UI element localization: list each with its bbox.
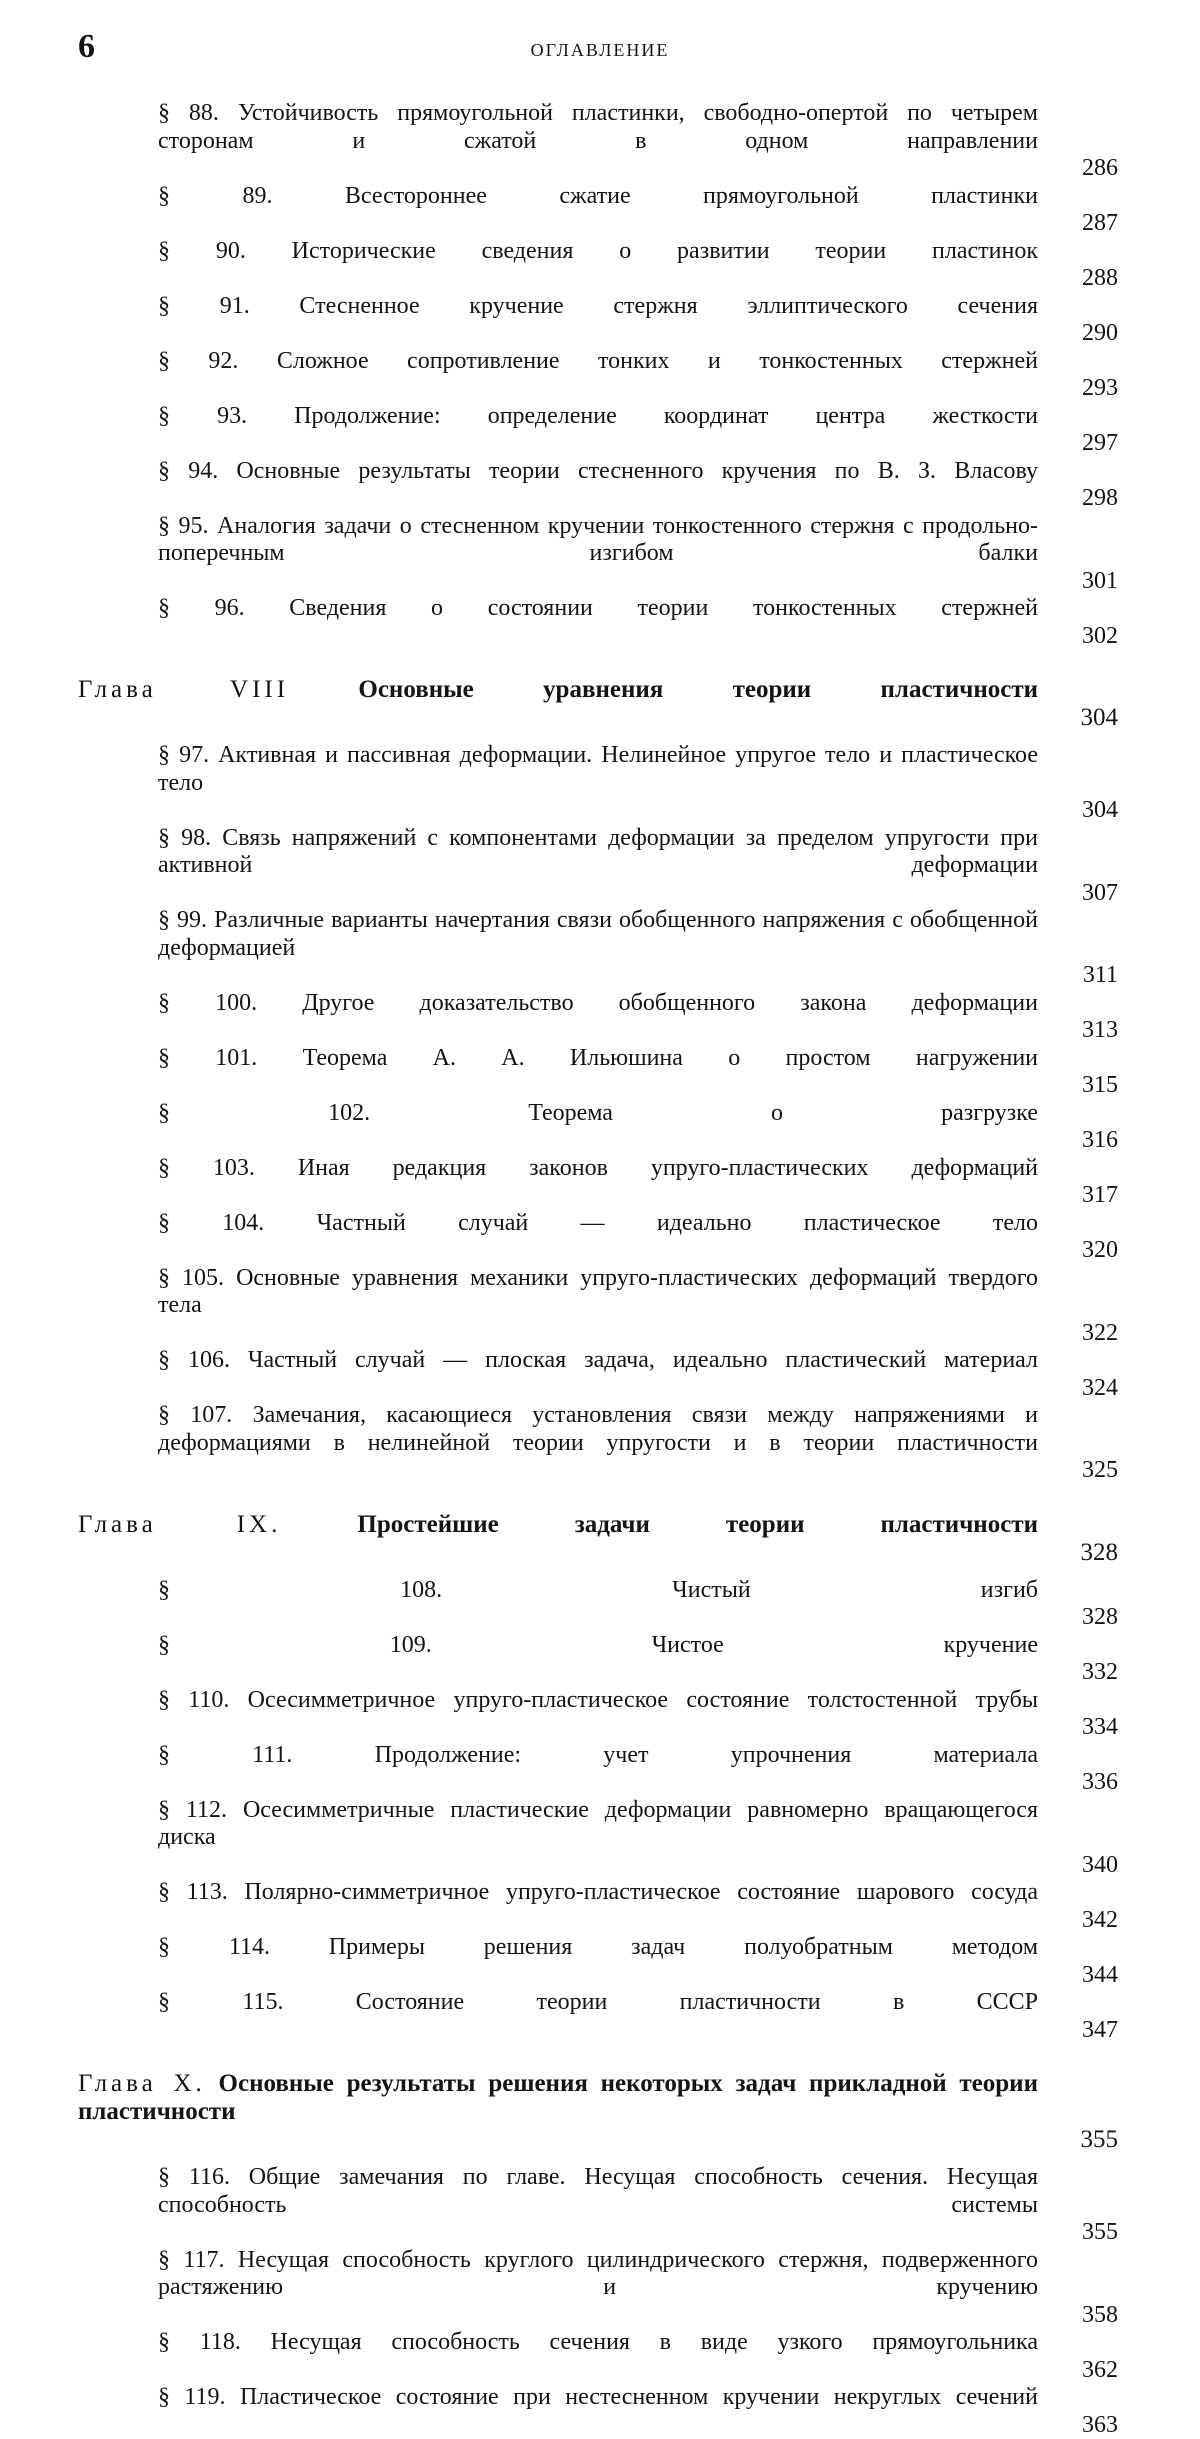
page-reference: 286 — [1048, 155, 1118, 183]
section-title: § 99. Различные варианты начертания связи обобщенного напряжения с обобщенной деформацией — [158, 907, 1038, 961]
entry-text — [158, 1347, 1038, 1402]
table-of-contents — [0, 100, 1200, 2439]
page-reference: 290 — [1048, 320, 1118, 348]
section-entry[interactable] — [158, 907, 1118, 990]
section-title: § 104. Частный случай — идеально пластическое тело — [158, 1210, 1038, 1236]
page-reference: 298 — [1048, 485, 1118, 513]
entry-text — [158, 742, 1038, 825]
section-title: § 119. Пластическое состояние при нестесненном кручении некруглых сечений — [158, 2384, 1038, 2410]
section-title: § 106. Частный случай — плоская задача, идеально пластический материал — [158, 1347, 1038, 1373]
page-reference: 317 — [1048, 1182, 1118, 1210]
section-entry[interactable] — [158, 1742, 1118, 1797]
entry-text — [158, 293, 1038, 348]
page-reference: 304 — [1048, 797, 1118, 825]
entry-text — [158, 1989, 1038, 2044]
section-entry[interactable] — [158, 2247, 1118, 2330]
page-reference: 316 — [1048, 1127, 1118, 1155]
entry-text — [158, 1100, 1038, 1155]
section-title: § 108. Чистый изгиб — [158, 1577, 1038, 1603]
chapter-title: Основные результаты решения некоторых задач прикладной теории пластичности — [78, 2070, 1038, 2125]
section-entry[interactable] — [158, 183, 1118, 238]
entry-text — [158, 238, 1038, 293]
section-title: § 93. Продолжение: определение координат центра жесткости — [158, 403, 1038, 429]
entry-text — [78, 2070, 1038, 2154]
section-entry[interactable] — [158, 1989, 1118, 2044]
section-title: § 118. Несущая способность сечения в виде узкого прямоугольника — [158, 2329, 1038, 2355]
section-entry[interactable] — [158, 1687, 1118, 1742]
page-reference: 311 — [1048, 962, 1118, 990]
page-reference: 328 — [1048, 1604, 1118, 1632]
chapter-label: Глава X. — [78, 2070, 206, 2097]
entry-text — [158, 595, 1038, 650]
section-entry[interactable] — [158, 1045, 1118, 1100]
page-reference: 313 — [1048, 1017, 1118, 1045]
entry-text — [158, 1934, 1038, 1989]
page-reference: 336 — [1048, 1769, 1118, 1797]
entry-text — [158, 403, 1038, 458]
entry-text — [158, 183, 1038, 238]
section-title: § 88. Устойчивость прямоугольной пластинки, свободно-опертой по четырем сторонам и сжатой в одном направлении — [158, 100, 1038, 154]
section-entry[interactable] — [158, 1577, 1118, 1632]
section-entry[interactable] — [158, 990, 1118, 1045]
entry-text — [158, 1632, 1038, 1687]
page-reference: 347 — [1048, 2017, 1118, 2045]
section-entry[interactable] — [158, 293, 1118, 348]
chapter-label: Глава VIII — [78, 676, 289, 703]
page-reference: 293 — [1048, 375, 1118, 403]
entry-text — [158, 1879, 1038, 1934]
page-reference: 322 — [1048, 1320, 1118, 1348]
entry-text — [158, 2247, 1038, 2330]
section-title: § 101. Теорема А. А. Ильюшина о простом нагружении — [158, 1045, 1038, 1071]
page-reference: 340 — [1048, 1852, 1118, 1880]
section-entry[interactable] — [158, 825, 1118, 908]
entry-text — [158, 990, 1038, 1045]
section-title: § 103. Иная редакция законов упруго-пластических деформаций — [158, 1155, 1038, 1181]
page-reference: 302 — [1048, 623, 1118, 651]
section-entry[interactable] — [158, 348, 1118, 403]
section-title: § 111. Продолжение: учет упрочнения материала — [158, 1742, 1038, 1768]
section-title: § 90. Исторические сведения о развитии теории пластинок — [158, 238, 1038, 264]
section-title: § 113. Полярно-симметричное упруго-пластическое состояние шарового сосуда — [158, 1879, 1038, 1905]
section-title: § 97. Активная и пассивная деформации. Нелинейное упругое тело и пластическое тело — [158, 742, 1038, 796]
page-reference: 320 — [1048, 1237, 1118, 1265]
section-title: § 96. Сведения о состоянии теории тонкостенных стержней — [158, 595, 1038, 621]
chapter-title: Основные уравнения теории пластичности — [358, 676, 1038, 703]
entry-text — [158, 2164, 1038, 2247]
page-reference: 304 — [1048, 704, 1118, 732]
section-entry[interactable] — [158, 742, 1118, 825]
page-reference: 334 — [1048, 1714, 1118, 1742]
page-reference: 355 — [1048, 2219, 1118, 2247]
entry-text — [158, 513, 1038, 596]
entry-text — [158, 1687, 1038, 1742]
section-entry[interactable] — [158, 1155, 1118, 1210]
entry-text — [78, 676, 1038, 732]
section-entry[interactable] — [158, 403, 1118, 458]
section-title: § 94. Основные результаты теории стесненного кручения по В. З. Власову — [158, 458, 1038, 484]
section-entry[interactable] — [158, 1934, 1118, 1989]
entry-text — [158, 1045, 1038, 1100]
section-title: § 98. Связь напряжений с компонентами деформации за пределом упругости при активной деформации — [158, 825, 1038, 879]
section-entry[interactable] — [158, 2329, 1118, 2384]
section-entry[interactable] — [158, 1100, 1118, 1155]
page-reference: 297 — [1048, 430, 1118, 458]
section-title: § 110. Осесимметричное упруго-пластическое состояние толстостенной трубы — [158, 1687, 1038, 1713]
section-title: § 114. Примеры решения задач полуобратным методом — [158, 1934, 1038, 1960]
entry-text — [158, 1742, 1038, 1797]
page-reference: 307 — [1048, 880, 1118, 908]
section-entry[interactable] — [158, 238, 1118, 293]
entry-text — [158, 1577, 1038, 1632]
entry-text — [158, 1797, 1038, 1880]
page-reference: 355 — [1048, 2126, 1118, 2154]
section-entry[interactable] — [158, 1210, 1118, 1265]
chapter-entry[interactable] — [78, 676, 1118, 732]
page-reference: 287 — [1048, 210, 1118, 238]
page-reference: 344 — [1048, 1962, 1118, 1990]
running-title: ОГЛАВЛЕНИЕ — [0, 40, 1200, 61]
section-entry[interactable] — [158, 1632, 1118, 1687]
page-reference: 301 — [1048, 568, 1118, 596]
entry-text — [158, 458, 1038, 513]
entry-text — [158, 1402, 1038, 1485]
page-reference: 363 — [1048, 2412, 1118, 2439]
page-reference: 325 — [1048, 1457, 1118, 1485]
section-title: § 92. Сложное сопротивление тонких и тонкостенных стержней — [158, 348, 1038, 374]
entry-text — [158, 1210, 1038, 1265]
section-entry[interactable] — [158, 1347, 1118, 1402]
page-reference: 358 — [1048, 2302, 1118, 2330]
section-title: § 105. Основные уравнения механики упруго-пластических деформаций твердого тела — [158, 1265, 1038, 1319]
entry-text — [158, 1155, 1038, 1210]
section-title: § 102. Теорема о разгрузке — [158, 1100, 1038, 1126]
section-title: § 100. Другое доказательство обобщенного закона деформации — [158, 990, 1038, 1016]
section-title: § 115. Состояние теории пластичности в СССР — [158, 1989, 1038, 2015]
section-entry[interactable] — [158, 1402, 1118, 1485]
section-entry[interactable] — [158, 1879, 1118, 1934]
section-title: § 112. Осесимметричные пластические деформации равномерно вращающегося диска — [158, 1797, 1038, 1851]
section-title: § 109. Чистое кручение — [158, 1632, 1038, 1658]
entry-text — [158, 825, 1038, 908]
entry-text — [158, 2384, 1038, 2439]
page-reference: 342 — [1048, 1907, 1118, 1935]
section-title: § 107. Замечания, касающиеся установления связи между напряжениями и деформациями в нелинейной теории упругости и в теории пластичности — [158, 1402, 1038, 1456]
section-entry[interactable] — [158, 1265, 1118, 1348]
page-reference: 328 — [1048, 1539, 1118, 1567]
entry-text — [158, 907, 1038, 990]
page-reference: 288 — [1048, 265, 1118, 293]
entry-text — [158, 2329, 1038, 2384]
page-reference: 315 — [1048, 1072, 1118, 1100]
page-reference: 332 — [1048, 1659, 1118, 1687]
section-entry[interactable] — [158, 595, 1118, 650]
section-title: § 89. Всестороннее сжатие прямоугольной пластинки — [158, 183, 1038, 209]
entry-text — [158, 1265, 1038, 1348]
entry-text — [78, 1511, 1038, 1567]
section-entry[interactable] — [158, 1797, 1118, 1880]
chapter-title: Простейшие задачи теории пластичности — [357, 1511, 1038, 1538]
entry-text — [158, 100, 1038, 183]
section-entry[interactable] — [158, 513, 1118, 596]
section-entry[interactable] — [158, 2384, 1118, 2439]
section-entry[interactable] — [158, 2164, 1118, 2247]
section-title: § 116. Общие замечания по главе. Несущая способность сечения. Несущая способность системы — [158, 2164, 1038, 2218]
section-title: § 117. Несущая способность круглого цилиндрического стержня, подверженного растяжению и кручению — [158, 2247, 1038, 2301]
section-entry[interactable] — [158, 458, 1118, 513]
section-title: § 95. Аналогия задачи о стесненном кручении тонкостенного стержня с продольно-поперечным изгибом балки — [158, 513, 1038, 567]
entry-text — [158, 348, 1038, 403]
page-reference: 362 — [1048, 2357, 1118, 2385]
chapter-entry[interactable] — [78, 1511, 1118, 1567]
chapter-entry[interactable] — [78, 2070, 1118, 2154]
page-reference: 324 — [1048, 1375, 1118, 1403]
section-title: § 91. Стесненное кручение стержня эллиптического сечения — [158, 293, 1038, 319]
page-number: 6 — [78, 28, 95, 66]
section-entry[interactable] — [158, 100, 1118, 183]
chapter-label: Глава IX. — [78, 1511, 281, 1538]
